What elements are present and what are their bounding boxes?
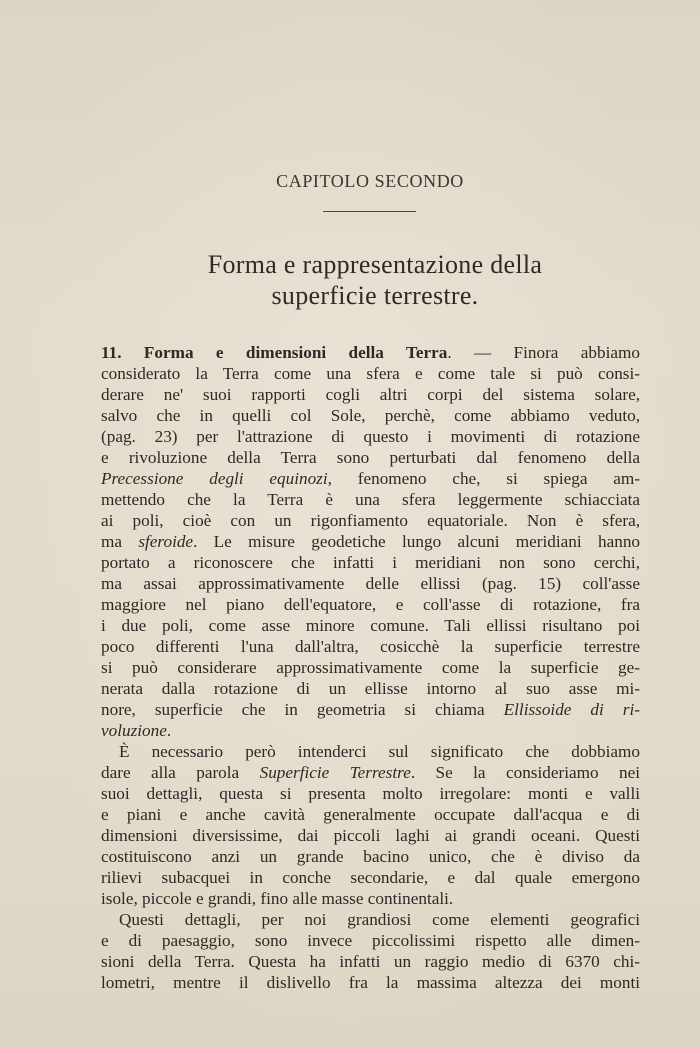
text-line [101,804,640,825]
text-run: e piani e anche cavità generalmente occupate dall'acqua e di [101,805,640,824]
text-run: È necessario però intenderci sul significato che dobbiamo [119,742,640,761]
text-line [101,426,640,447]
text-run: mettendo che la Terra è una sfera leggermente schiacciata [101,490,640,509]
text-line [101,510,640,531]
text-line [101,951,640,972]
text-run: . Le misure geodetiche lungo alcuni meridiani hanno [193,532,641,551]
text-line [101,888,640,909]
text-line [101,867,640,888]
text-line [101,699,640,720]
text-line [101,657,640,678]
text-line [101,573,640,594]
heading-rule [323,211,416,212]
text-line [101,531,640,552]
text-run: considerato la Terra come una sfera e come tale si può consi- [101,364,640,383]
text-line [101,468,640,489]
text-run: e di paesaggio, sono invece piccolissimi rispetto alle dimen- [101,931,640,950]
text-run: , fenomeno che, si spiega am- [327,469,641,488]
text-line [101,846,640,867]
paragraph-3 [101,909,640,993]
text-run: dimensioni diversissime, dai piccoli laghi ai grandi oceani. Questi [101,826,640,845]
text-line [101,636,640,657]
italic-run: voluzione [101,721,167,740]
text-line [101,678,640,699]
italic-run: Superficie Terrestre [259,763,411,782]
text-line [101,489,640,510]
text-run: nore, superficie che in geometria si chiama [101,700,504,719]
text-line [101,405,640,426]
text-line [101,594,640,615]
text-run: i due poli, come asse minore comune. Tali ellissi risultano poi [101,616,640,635]
text-run: . Se la consideriamo nei [410,763,640,782]
text-run: si può considerare approssimativamente come la superficie ge- [101,658,640,677]
text-line [101,447,640,468]
text-run: ma assai approssimativamente delle ellissi (pag. 15) coll'asse [101,574,640,593]
text-line [101,552,640,573]
bold-run: Forma e dimensioni della Terra [143,343,448,362]
paragraph-2 [101,741,640,909]
text-line [101,783,640,804]
text-run: ma [101,532,139,551]
italic-run: Precessione degli equinozi [101,469,328,488]
italic-run: Ellissoide di ri- [503,700,640,719]
text-run: costituiscono anzi un grande bacino unico, che è diviso da [101,847,640,866]
text-run: . [166,721,172,740]
chapter-heading: CAPITOLO SECONDO [276,171,464,191]
text-run: suoi dettagli, questa si presenta molto irregolare: monti e valli [101,784,640,803]
chapter-title-line-1: Forma e rappresentazione della [207,250,543,279]
text-run: derare ne' suoi rapporti cogli altri corpi del sistema solare, [101,385,640,404]
chapter-title-line-2: superficie terrestre. [271,281,479,310]
text-run: rilievi subacquei in conche secondarie, e dal quale emergono [101,868,640,887]
text-line [101,930,640,951]
text-line [101,363,640,384]
text-line [101,741,640,762]
text-line [101,615,640,636]
text-run: dare alla parola [101,763,260,782]
text-run: maggiore nel piano dell'equatore, e coll'asse di rotazione, fra [101,595,640,614]
text-run: sioni della Terra. Questa ha infatti un raggio medio di 6370 chi- [101,952,640,971]
text-run: nerata dalla rotazione di un ellisse intorno al suo asse mi- [101,679,640,698]
text-run: portato a riconoscere che infatti i meridiani non sono cerchi, [101,553,640,572]
text-run: lometri, mentre il dislivello fra la massima altezza dei monti [101,973,640,992]
body-text [101,342,640,993]
text-run: Questi dettagli, per noi grandiosi come elementi geografici [119,910,640,929]
italic-run: sferoide [138,532,194,551]
text-run: isole, piccole e grandi, fino alle masse continentali. [101,889,454,908]
chapter-title [0,249,700,311]
text-run: poco differenti l'una dall'altra, cosicchè la superficie terrestre [101,637,640,656]
text-run: ai poli, cioè con un rigonfiamento equatoriale. Non è sfera, [101,511,640,530]
text-run: salvo che in quelli col Sole, perchè, come abbiamo veduto, [101,406,640,425]
text-line [101,909,640,930]
text-line [101,825,640,846]
text-line [101,342,640,363]
text-line [101,972,640,993]
text-line [101,384,640,405]
text-run: e rivoluzione della Terra sono perturbati dal fenomeno della [101,448,640,467]
bold-run: 11. [101,343,144,362]
text-line [101,720,640,741]
text-line [101,762,640,783]
text-run: (pag. 23) per l'attrazione di questo i movimenti di rotazione [101,427,640,446]
text-run: . — Finora abbiamo [447,343,640,362]
paragraph-1 [101,342,640,741]
